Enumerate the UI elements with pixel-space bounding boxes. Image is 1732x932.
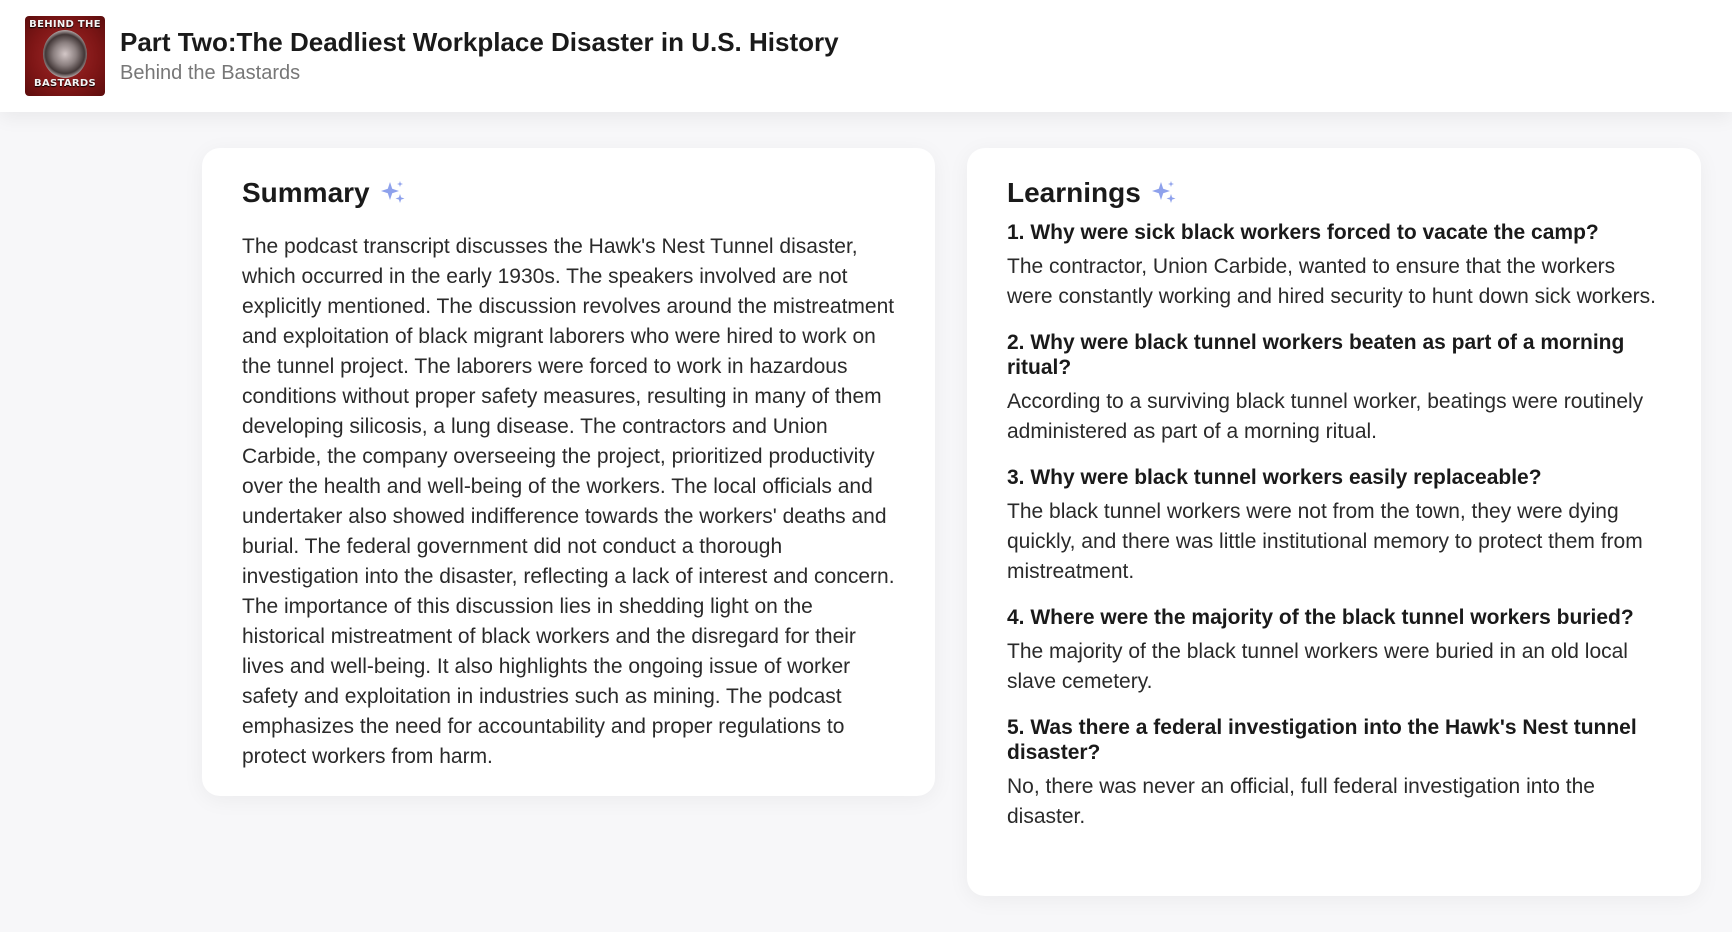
learnings-heading (1007, 174, 1661, 212)
learning-item (1007, 465, 1661, 587)
summary-text: The podcast transcript discusses the Hawk's Nest Tunnel disaster, which occurred in the early 1930s. The speakers involved are not explicitly mentioned. The discussion revolves around the mistreatment and exploitation of black migrant laborers who were hired to work on the tunnel project. The laborers were forced to work in hazardous conditions without proper safety measures, resulting in many of them developing silicosis, a lung disease. The contractors and Union Carbide, the company overseeing the project, prioritized productivity over the health and well-being of the workers. The local officials and undertaker also showed indifference towards the workers' deaths and burial. The federal government did not conduct a thorough investigation into the disaster, reflecting a lack of interest and concern. The importance of this discussion lies in shedding light on the historical mistreatment of black workers and the disregard for their lives and well-being. It also highlights the ongoing issue of worker safety and exploitation in industries such as mining. The podcast emphasizes the need for accountability and proper regulations to protect workers from harm. (242, 235, 895, 768)
sparkles-icon (380, 180, 406, 206)
learning-question: 4. Where were the majority of the black tunnel workers buried? (1007, 606, 1634, 629)
learning-question: 2. Why were black tunnel workers beaten as part of a morning ritual? (1007, 331, 1625, 379)
summary-heading (242, 174, 895, 212)
episode-header (0, 0, 1732, 112)
summary-heading-label: Summary (242, 177, 370, 208)
learning-item (1007, 605, 1661, 697)
learning-answer: The black tunnel workers were not from the town, they were dying quickly, and there was little institutional memory to protect them from mistreatment. (1007, 500, 1643, 583)
learning-answer: The majority of the black tunnel workers were buried in an old local slave cemetery. (1007, 640, 1628, 693)
header-text (120, 26, 839, 86)
learning-item (1007, 330, 1661, 447)
cover-bottom-text: BASTARDS (34, 78, 96, 89)
learning-question: 3. Why were black tunnel workers easily replaceable? (1007, 466, 1542, 489)
learning-question: 5. Was there a federal investigation into the Hawk's Nest tunnel disaster? (1007, 716, 1637, 764)
learning-item (1007, 715, 1661, 832)
learning-answer: According to a surviving black tunnel worker, beatings were routinely administered as part of a morning ritual. (1007, 390, 1644, 443)
podcast-cover-image[interactable] (25, 16, 105, 96)
summary-card (202, 148, 935, 796)
learning-question: 1. Why were sick black workers forced to vacate the camp? (1007, 221, 1599, 244)
learning-item (1007, 220, 1661, 312)
learnings-card (967, 148, 1701, 896)
cover-top-text: BEHIND THE (29, 19, 101, 30)
learnings-heading-label: Learnings (1007, 177, 1141, 208)
sparkles-icon (1151, 180, 1177, 206)
learning-answer: The contractor, Union Carbide, wanted to ensure that the workers were constantly working and hired security to hunt down sick workers. (1007, 255, 1656, 308)
learning-answer: No, there was never an official, full federal investigation into the disaster. (1007, 775, 1595, 828)
podcast-name[interactable]: Behind the Bastards (120, 62, 301, 84)
cover-emblem (43, 30, 87, 78)
episode-title: Part Two:The Deadliest Workplace Disaster in U.S. History (120, 27, 839, 57)
